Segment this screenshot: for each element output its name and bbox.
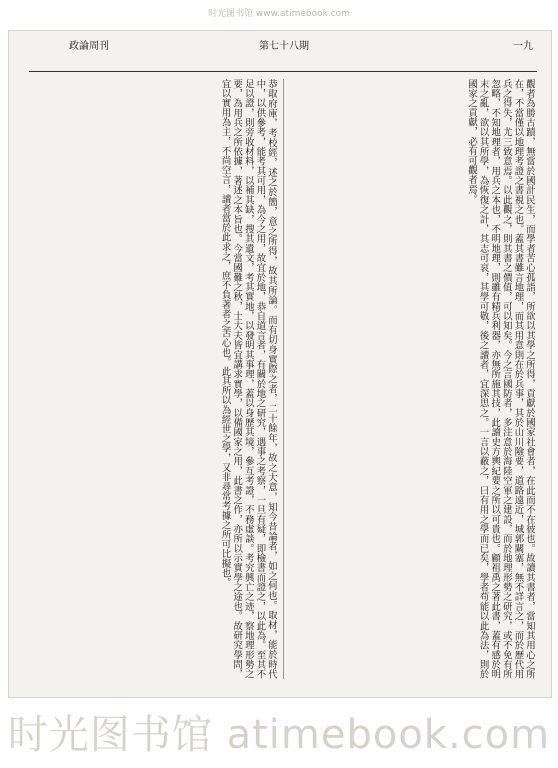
page-header	[29, 31, 537, 72]
top-watermark: 时光图书馆 www.atimebook.com	[208, 9, 350, 19]
right-column-text: 觀者為勝古蹟，無當於國計民生，而學者苦心孤詣，所欲以其學之所得，貢獻於國家社會者，在此而不在彼也。故讀其書者，當知其用心之所在，不當僅以地理考證之書視之也。蓋其書雖言地理，而其用意則在於兵事，其於山川險要，道路遠近，城郭關塞，無不詳言之，而於歷代用兵之得失，尤三致意焉。以此觀之，則其書之價值，可以知矣。今之言國防者，多注意於海陸空軍之建設，而於地理形勢之研究，或不免有所忽略，不知地理者，用兵之本也，不明地理，則雖有精兵利器，亦無所施其技，此讀史方輿紀要之所以可貴也。顧祖禹之著此書，蓋有感於明末之亂，欲以其所學，為恢復之計，其志可哀，其學可敬，後之讀者，宜深思之。一言以蔽之，曰有用之學而已矣，學者苟能以此為法，則於國家之貢獻，必有可觀者焉。	[466, 79, 535, 679]
column-divider	[283, 79, 284, 679]
right-column	[291, 79, 535, 679]
document-page	[8, 30, 552, 698]
page-number: 一九	[513, 41, 533, 52]
left-column	[33, 79, 277, 679]
footer-brand: 时光图书馆 atimebook.com	[7, 712, 551, 758]
issue-number: 第七十八期	[259, 41, 309, 52]
journal-name: 政論周刊	[69, 41, 109, 52]
columns	[33, 79, 535, 685]
left-column-text: 恭取府庫，考校經，述之於簡，意之所得，故其所論。而有切身實際之者，二十餘年，故之大意，知今昔論者，如之何也。取材，能於時代中，以供參考，能考其可用，為今之用，故宜於地，恭自道言者，有關於地之研究，遇事之考察，一旦有疑，即檢書而證之，以此為。至其不足以證，則旁收材料，以補其缺，搜其遺文，考其實地，以發明其事理，蓋以身歷其境，參互考證，不務虛談。考究興亡之迹，察地理形勢之要，為用兵之所依據，著述之本旨也。今當國難之秋，士大夫皆宜講求實學，以備國家之用，此書之作，亦所以示實學之途也。故研究學問，宜以實用為主，不尚空言，讀者當於此求之，庶不負著者之苦心也。此其所以為經世之學，又非尋常考據之所可比擬也。	[219, 79, 277, 679]
